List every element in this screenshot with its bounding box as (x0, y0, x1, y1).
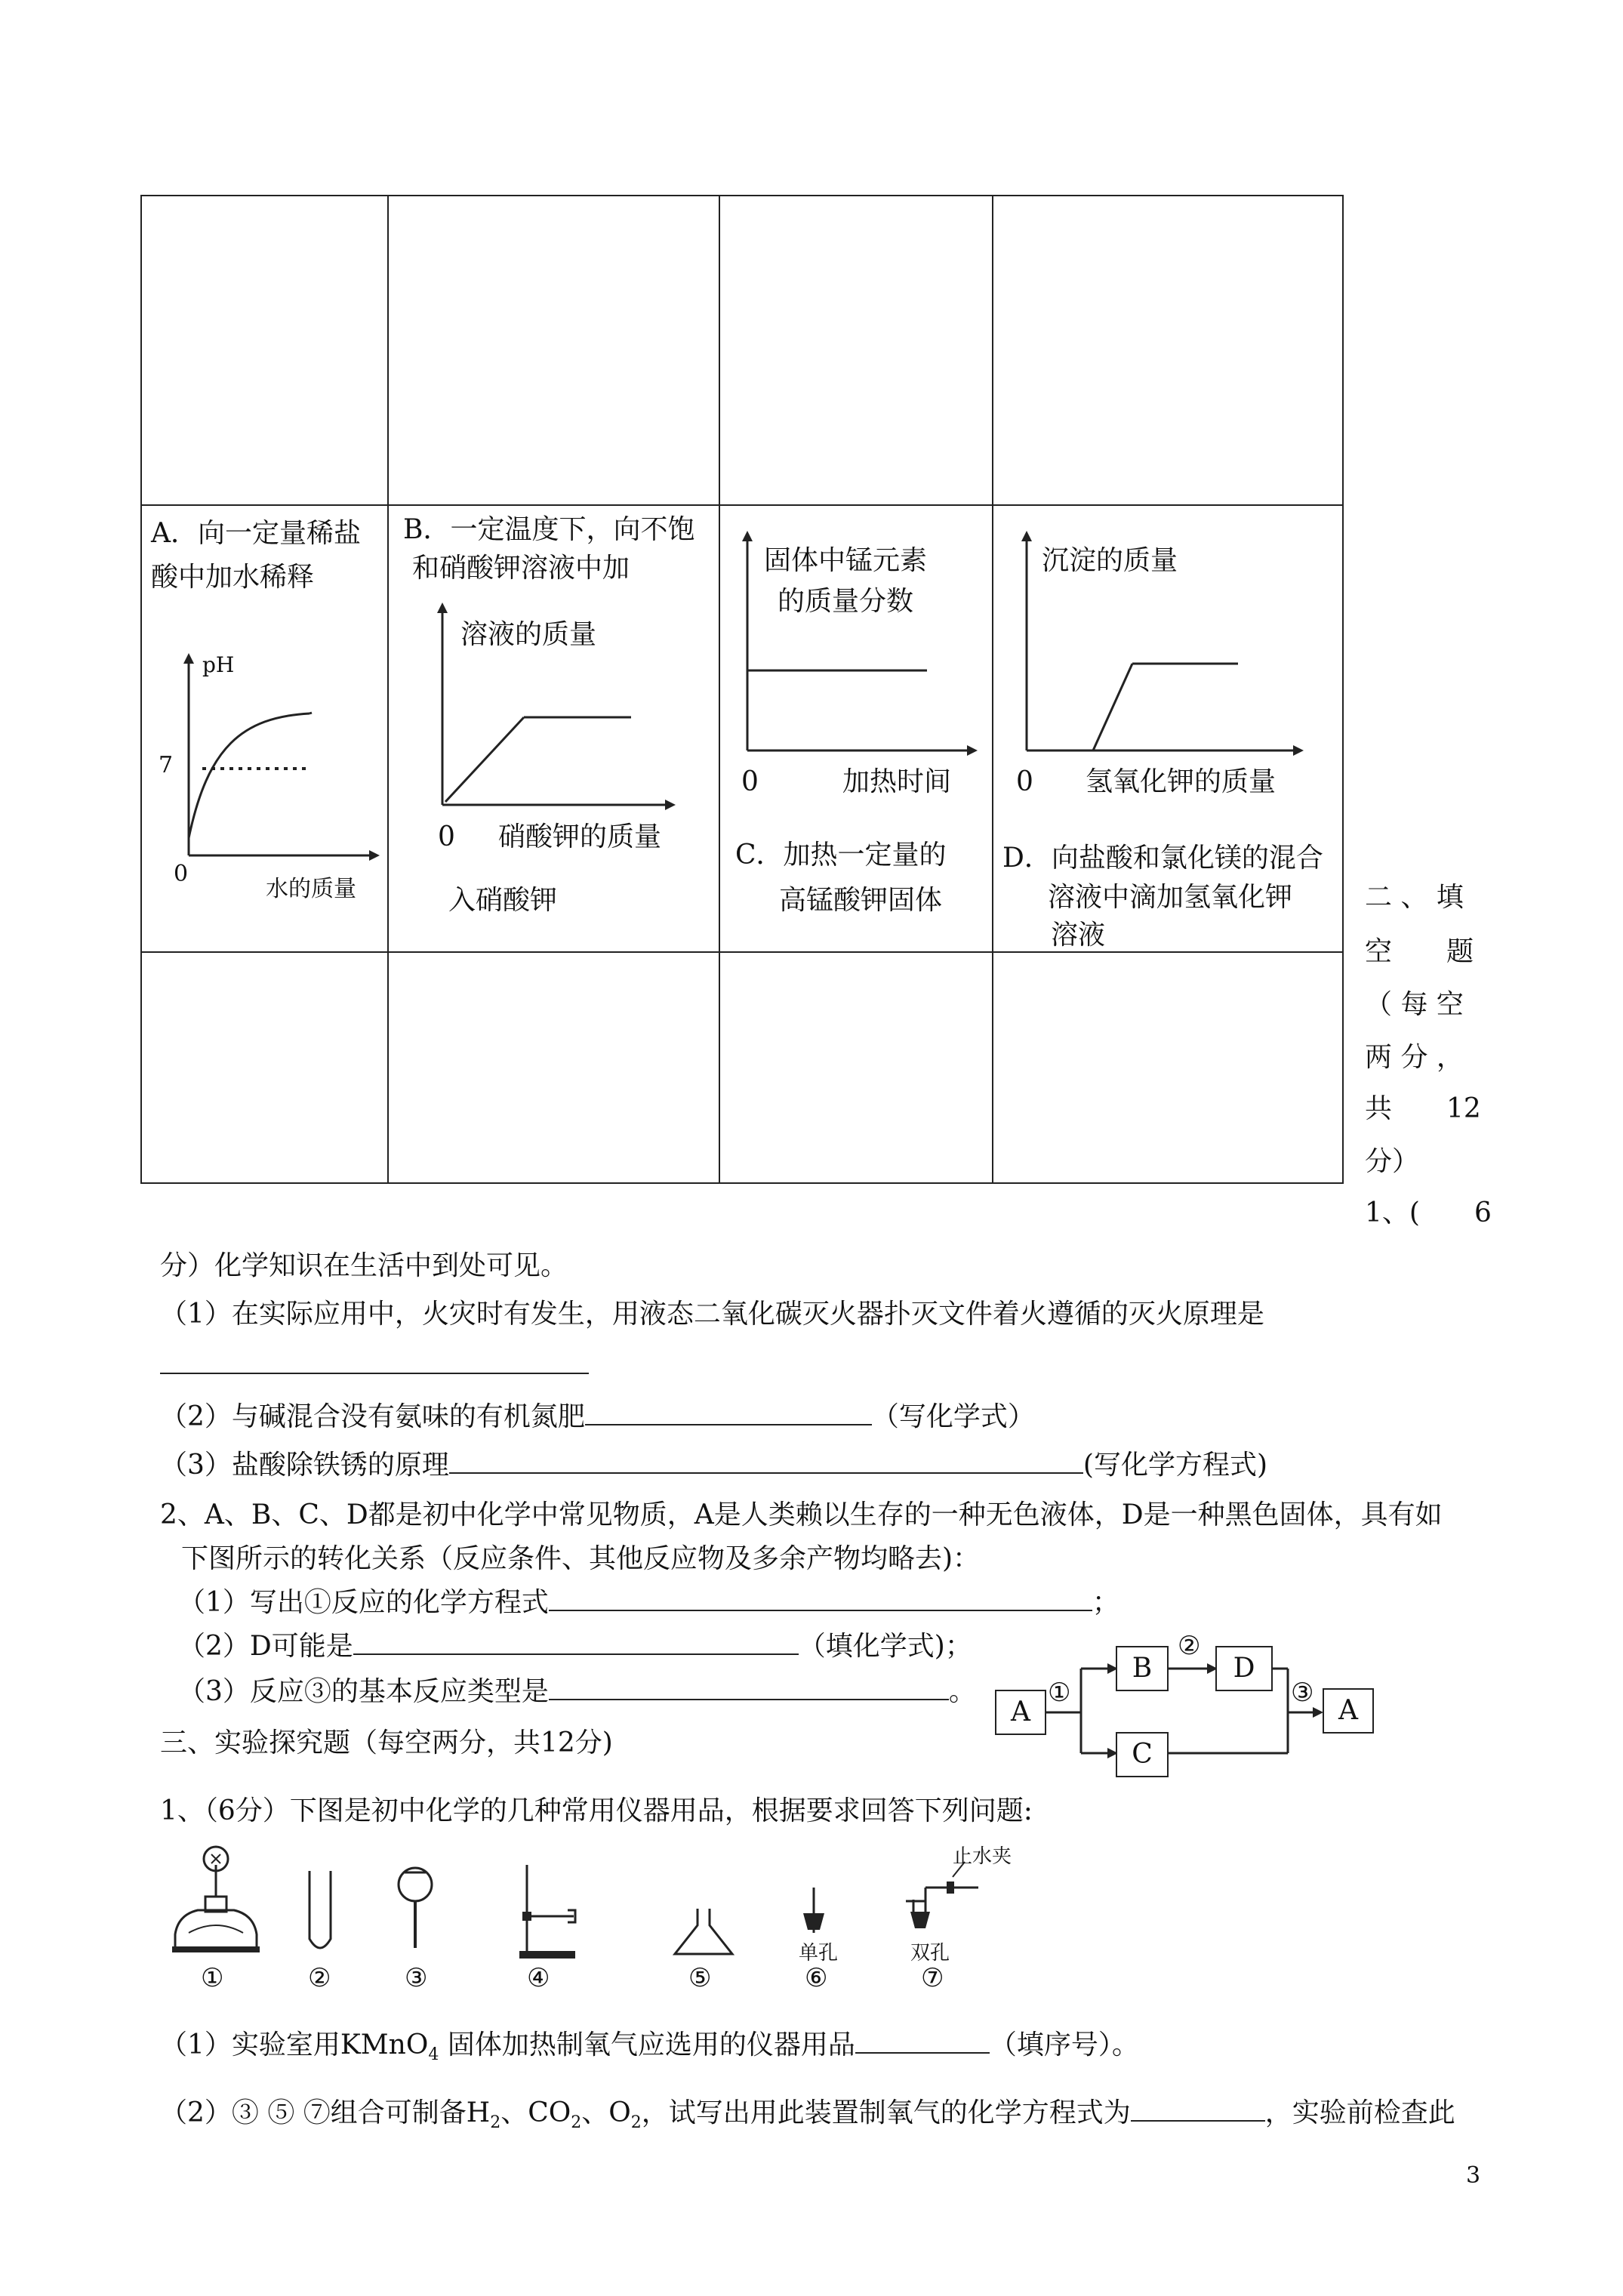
option-b-text-1: B．一定温度下，向不饱 (403, 514, 695, 545)
instrument-number-3: ③ (405, 1963, 428, 1993)
exp-sub2-prompt-2: ，试写出用此装置制氧气的化学方程式为 (641, 2097, 1131, 2128)
q1-sub3-hint: (写化学方程式) (1083, 1450, 1267, 1481)
subscript: 4 (428, 2045, 439, 2065)
option-a-text-2: 酸中加水稀释 (151, 562, 315, 593)
reaction-2-label: ② (1178, 1631, 1201, 1661)
exp-sub2-answer-blank[interactable] (1131, 2093, 1265, 2122)
q2-sub3-prompt: （3）反应③的基本反应类型是 (178, 1676, 549, 1707)
q2-sub1-end: ； (1092, 1587, 1119, 1618)
solution-mass-label: 溶液的质量 (460, 619, 597, 650)
alcohol-lamp-icon (172, 1847, 260, 1952)
exp-sub2-co2: 、CO (500, 2097, 571, 2128)
option-b-text-3: 入硝酸钾 (448, 885, 558, 916)
iron-stand-icon (519, 1865, 575, 1959)
q1-continuation: 分）化学知识在生活中到处可见。 (160, 1250, 568, 1281)
test-tube-icon (310, 1871, 331, 1948)
side-heading-5: 共 12 (1365, 1093, 1481, 1124)
flow-box-b: B (1116, 1646, 1169, 1691)
conical-flask-icon (675, 1909, 732, 1954)
origin-label: 0 (1016, 766, 1033, 797)
q2-intro-1: 2、A、B、C、D都是初中化学中常见物质，A是人类赖以生存的一种无色液体，D是一种黑色固体，具有如 (160, 1499, 1443, 1530)
instrument-number-2: ② (308, 1963, 331, 1993)
origin-label: 0 (174, 861, 189, 887)
option-d-text-1: D．向盐酸和氯化镁的混合 (1002, 843, 1323, 874)
flow-box-c: C (1116, 1732, 1169, 1777)
q1-sub2-hint: （写化学式） (871, 1401, 1035, 1432)
instrument-number-1: ① (201, 1963, 224, 1993)
side-heading-2: 空 题 (1365, 936, 1474, 967)
mn-fraction-label-2: 的质量分数 (778, 586, 914, 617)
side-heading-6: 分） (1365, 1146, 1420, 1177)
instrument-number-7: ⑦ (921, 1963, 944, 1993)
exp-sub2-o2: 、O (581, 2097, 631, 2128)
subscript: 2 (630, 2113, 642, 2133)
side-heading-3: （ 每 空 (1365, 989, 1464, 1020)
q1-sub3-prompt: （3）盐酸除铁锈的原理 (160, 1450, 449, 1481)
exp-sub2-prompt-3: ，实验前检查此 (1264, 2097, 1455, 2128)
instrument-number-4: ④ (527, 1963, 550, 1993)
subscript: 2 (490, 2113, 501, 2133)
instrument-number-6: ⑥ (805, 1963, 828, 1993)
origin-label: 0 (438, 821, 455, 852)
option-a-text-1: A．向一定量稀盐 (151, 518, 361, 549)
origin-label: 0 (741, 766, 759, 797)
q2-sub2-prompt: （2）D可能是 (178, 1631, 353, 1662)
exp-sub1-answer-blank[interactable] (855, 2025, 990, 2054)
q2-sub3-end: 。 (948, 1676, 976, 1707)
precipitate-mass-label: 沉淀的质量 (1042, 545, 1178, 576)
subscript: 2 (571, 2113, 582, 2133)
exp-sub2 (160, 2091, 1455, 2145)
reaction-3-label: ③ (1291, 1678, 1314, 1708)
ph-axis-label: pH (202, 652, 235, 677)
exp-sub1-prompt: （1）实验室用KMnO (160, 2029, 429, 2060)
q2-sub2-hint: （填化学式)； (798, 1631, 972, 1662)
double-hole-label: 双孔 (910, 1942, 950, 1965)
thistle-funnel-icon (399, 1868, 432, 1948)
heating-time-label: 加热时间 (842, 766, 952, 797)
option-c-text-1: C．加热一定量的 (735, 840, 947, 871)
q2-intro-2: 下图所示的转化关系（反应条件、其他反应物及多余产物均略去)： (181, 1543, 981, 1574)
instrument-number-5: ⑤ (688, 1963, 712, 1993)
koh-mass-label: 氢氧化钾的质量 (1086, 766, 1277, 797)
kno3-mass-label: 硝酸钾的质量 (498, 821, 662, 852)
side-heading-1: 二 、 填 (1365, 882, 1464, 913)
exp-sub1-hint: （填序号）。 (989, 2029, 1139, 2060)
water-mass-label: 水的质量 (266, 876, 356, 902)
q1-sub2-prompt: （2）与碱混合没有氨味的有机氮肥 (160, 1401, 585, 1432)
page-number: 3 (1466, 2162, 1481, 2189)
mn-fraction-label-1: 固体中锰元素 (764, 545, 928, 576)
double-hole-stopper-icon (906, 1862, 978, 1928)
flow-box-a: A (995, 1690, 1046, 1735)
option-c-text-2: 高锰酸钾固体 (779, 885, 943, 916)
single-hole-label: 单孔 (799, 1942, 839, 1965)
single-hole-stopper-icon (803, 1888, 824, 1933)
side-question-1-start: 1、( 6 (1365, 1197, 1492, 1228)
flow-box-a-product: A (1323, 1688, 1374, 1734)
option-d-text-3: 溶液 (1051, 920, 1106, 951)
exp-sub1 (160, 2023, 1139, 2077)
section-3-heading: 三、实验探究题（每空两分，共12分) (160, 1727, 613, 1758)
ph-seven-label: 7 (159, 752, 174, 778)
exp-sub1-prompt-2: 固体加热制氧气应选用的仪器用品 (439, 2029, 855, 2060)
reaction-1-label: ① (1048, 1678, 1071, 1708)
flow-box-d: D (1215, 1646, 1273, 1691)
option-d-text-2: 溶液中滴加氢氧化钾 (1048, 882, 1293, 913)
q1-sub1: （1）在实际应用中，火灾时有发生，用液态二氧化碳灭火器扑灭文件着火遵循的灭火原理是 (160, 1299, 1264, 1330)
exp-q1-stem: 1、（6分）下图是初中化学的几种常用仪器用品，根据要求回答下列问题: (160, 1795, 1033, 1826)
side-heading-4: 两 分 ， (1365, 1042, 1464, 1073)
q2-sub1-prompt: （1）写出①反应的化学方程式 (178, 1587, 549, 1618)
exp-sub2-prompt: （2）③ ⑤ ⑦组合可制备H (160, 2097, 491, 2128)
stop-clamp-label: 止水夹 (953, 1845, 1012, 1868)
option-b-text-2: 和硝酸钾溶液中加 (412, 553, 630, 584)
